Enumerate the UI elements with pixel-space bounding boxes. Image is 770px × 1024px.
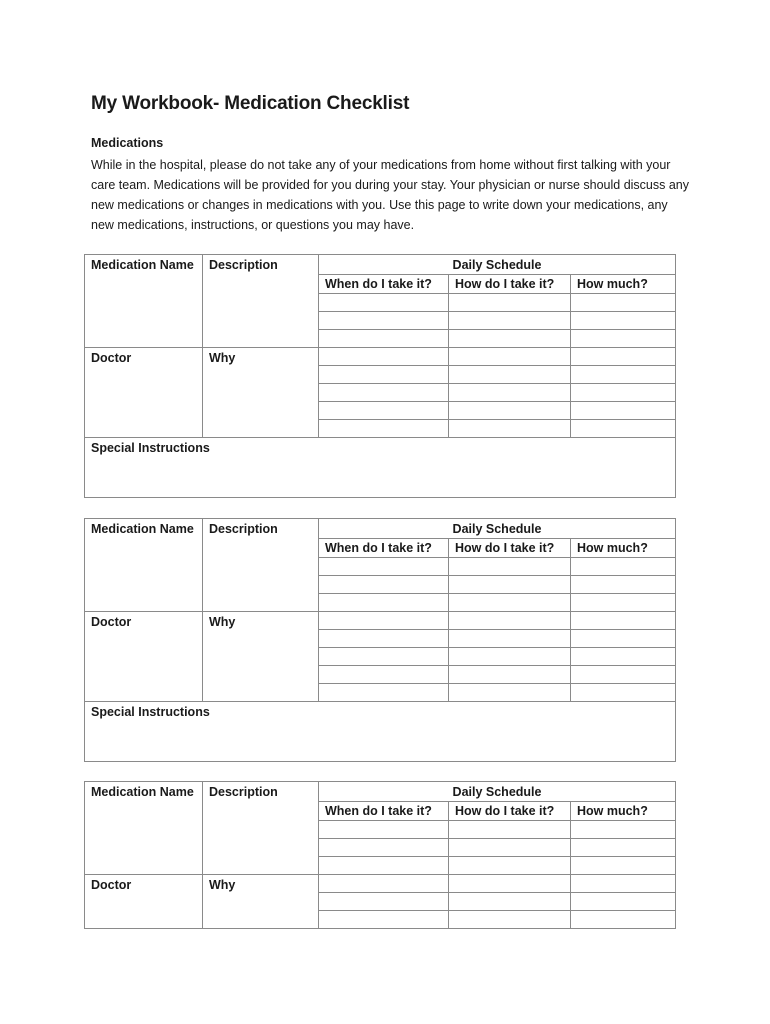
how-much-cell[interactable] [571, 857, 676, 875]
why-label: Why [203, 875, 319, 929]
intro-paragraph: While in the hospital, please do not take any of your medications from home without first talking with your care team. Medications will be provided for you during your stay. Your physician or nurse should discuss any new medications or changes in medications with you. Use this page to write down your medications, any new medications, instructions, or questions you may have. [91, 158, 689, 232]
how-cell[interactable] [449, 576, 571, 594]
why-label: Why [203, 348, 319, 438]
when-cell[interactable] [319, 420, 449, 438]
how-much-cell[interactable] [571, 558, 676, 576]
how-cell[interactable] [449, 348, 571, 366]
how-much-cell[interactable] [571, 348, 676, 366]
when-cell[interactable] [319, 839, 449, 857]
how-cell[interactable] [449, 839, 571, 857]
medication-table [84, 781, 676, 929]
how-cell[interactable] [449, 294, 571, 312]
daily-schedule-label: Daily Schedule [319, 782, 676, 802]
when-cell[interactable] [319, 330, 449, 348]
doctor-label: Doctor [85, 348, 203, 438]
when-cell[interactable] [319, 348, 449, 366]
when-label: When do I take it? [319, 802, 449, 821]
how-much-cell[interactable] [571, 576, 676, 594]
how-cell[interactable] [449, 402, 571, 420]
medication-table [84, 518, 676, 762]
how-much-cell[interactable] [571, 312, 676, 330]
medication-table [84, 254, 676, 498]
description-label: Description [203, 255, 319, 348]
how-much-cell[interactable] [571, 666, 676, 684]
how-much-label: How much? [571, 802, 676, 821]
when-cell[interactable] [319, 666, 449, 684]
how-cell[interactable] [449, 821, 571, 839]
how-cell[interactable] [449, 666, 571, 684]
when-cell[interactable] [319, 312, 449, 330]
how-much-cell[interactable] [571, 294, 676, 312]
how-much-cell[interactable] [571, 875, 676, 893]
how-much-cell[interactable] [571, 330, 676, 348]
medication-name-label: Medication Name [85, 519, 203, 612]
how-cell[interactable] [449, 420, 571, 438]
how-much-cell[interactable] [571, 420, 676, 438]
doctor-label: Doctor [85, 875, 203, 929]
how-cell[interactable] [449, 366, 571, 384]
how-cell[interactable] [449, 875, 571, 893]
how-cell[interactable] [449, 857, 571, 875]
when-label: When do I take it? [319, 275, 449, 294]
when-cell[interactable] [319, 612, 449, 630]
why-label: Why [203, 612, 319, 702]
how-much-cell[interactable] [571, 648, 676, 666]
doctor-label: Doctor [85, 612, 203, 702]
when-cell[interactable] [319, 558, 449, 576]
medication-name-label: Medication Name [85, 782, 203, 875]
how-cell[interactable] [449, 893, 571, 911]
how-cell[interactable] [449, 630, 571, 648]
when-cell[interactable] [319, 684, 449, 702]
how-much-cell[interactable] [571, 684, 676, 702]
how-label: How do I take it? [449, 539, 571, 558]
special-instructions-label: Special Instructions [85, 438, 676, 498]
how-cell[interactable] [449, 312, 571, 330]
how-much-label: How much? [571, 539, 676, 558]
how-much-cell[interactable] [571, 911, 676, 929]
when-cell[interactable] [319, 821, 449, 839]
when-cell[interactable] [319, 893, 449, 911]
how-label: How do I take it? [449, 802, 571, 821]
how-much-cell[interactable] [571, 384, 676, 402]
how-cell[interactable] [449, 594, 571, 612]
special-instructions-label: Special Instructions [85, 702, 676, 762]
how-much-cell[interactable] [571, 594, 676, 612]
description-label: Description [203, 519, 319, 612]
how-cell[interactable] [449, 330, 571, 348]
when-cell[interactable] [319, 857, 449, 875]
how-much-cell[interactable] [571, 893, 676, 911]
daily-schedule-label: Daily Schedule [319, 255, 676, 275]
when-cell[interactable] [319, 630, 449, 648]
how-cell[interactable] [449, 684, 571, 702]
how-much-cell[interactable] [571, 821, 676, 839]
when-cell[interactable] [319, 594, 449, 612]
how-label: How do I take it? [449, 275, 571, 294]
when-label: When do I take it? [319, 539, 449, 558]
page-title: My Workbook- Medication Checklist [91, 93, 410, 114]
medication-name-label: Medication Name [85, 255, 203, 348]
when-cell[interactable] [319, 402, 449, 420]
when-cell[interactable] [319, 576, 449, 594]
when-cell[interactable] [319, 384, 449, 402]
how-much-cell[interactable] [571, 630, 676, 648]
when-cell[interactable] [319, 875, 449, 893]
how-much-label: How much? [571, 275, 676, 294]
daily-schedule-label: Daily Schedule [319, 519, 676, 539]
when-cell[interactable] [319, 911, 449, 929]
how-cell[interactable] [449, 384, 571, 402]
how-cell[interactable] [449, 612, 571, 630]
how-cell[interactable] [449, 648, 571, 666]
how-much-cell[interactable] [571, 366, 676, 384]
description-label: Description [203, 782, 319, 875]
when-cell[interactable] [319, 648, 449, 666]
how-cell[interactable] [449, 558, 571, 576]
how-cell[interactable] [449, 911, 571, 929]
how-much-cell[interactable] [571, 839, 676, 857]
intro-section [91, 136, 691, 235]
intro-heading: Medications [91, 136, 164, 150]
when-cell[interactable] [319, 294, 449, 312]
how-much-cell[interactable] [571, 402, 676, 420]
when-cell[interactable] [319, 366, 449, 384]
how-much-cell[interactable] [571, 612, 676, 630]
